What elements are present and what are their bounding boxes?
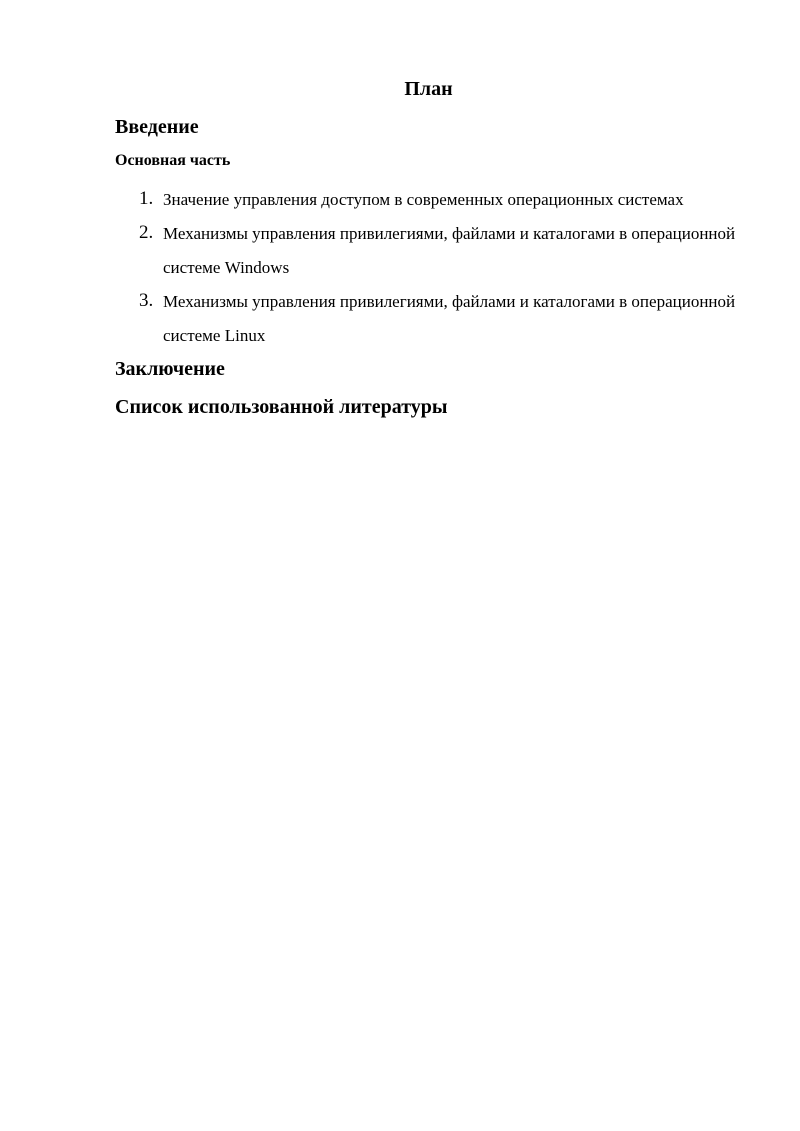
list-item-number: 3. — [139, 290, 154, 311]
list-item-text: Механизмы управления привилегиями, файлами и каталогами в операционной системе Windows — [163, 224, 736, 277]
list-item — [0, 183, 753, 217]
page-title: План — [404, 78, 453, 100]
section-main-part: Основная часть — [115, 152, 231, 169]
list-item — [0, 285, 753, 353]
section-introduction: Введение — [115, 116, 199, 138]
list-item-text: Механизмы управления привилегиями, файлами и каталогами в операционной системе Linux — [163, 292, 736, 345]
section-references: Список использованной литературы — [115, 396, 448, 418]
list-item-text: Значение управления доступом в современных операционных системах — [163, 190, 684, 209]
list-item — [0, 217, 753, 285]
list-item-number: 2. — [139, 222, 154, 243]
list-item-number: 1. — [139, 188, 154, 209]
main-part-list — [0, 183, 800, 353]
section-conclusion: Заключение — [115, 358, 225, 380]
